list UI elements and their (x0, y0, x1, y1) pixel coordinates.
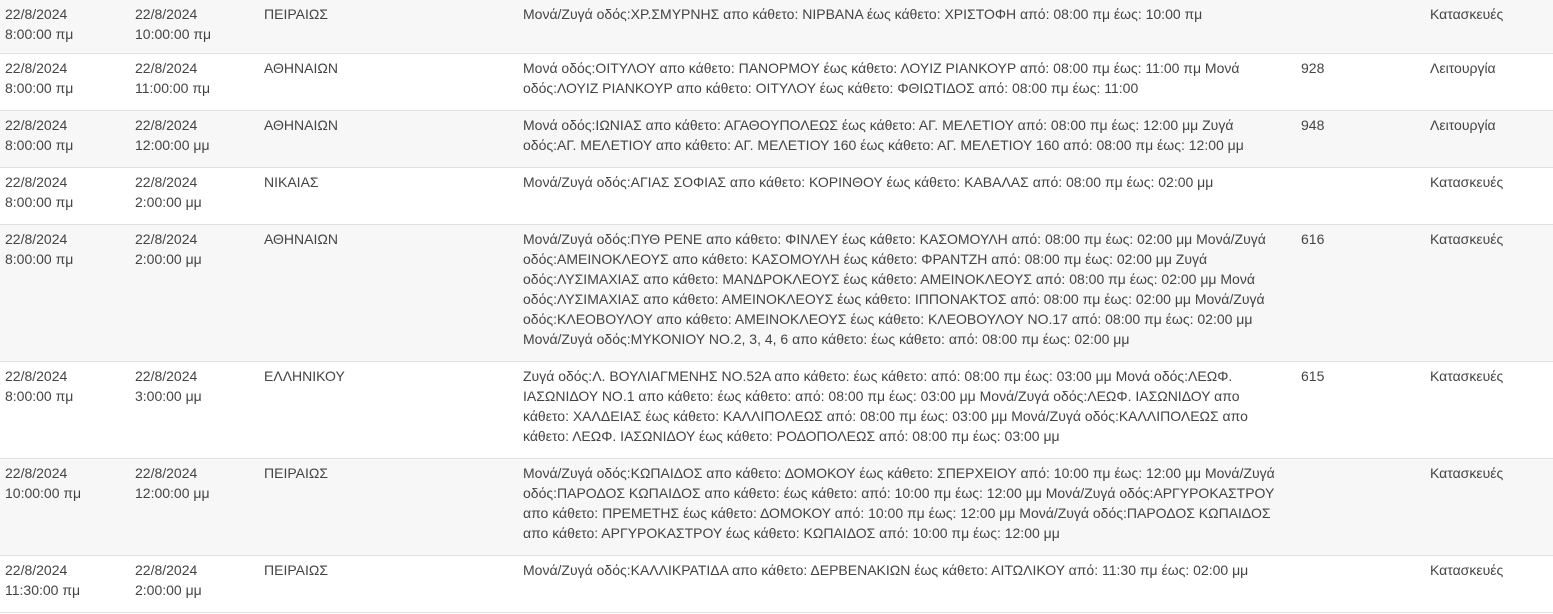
start-datetime-cell (0, 0, 135, 53)
table-row (0, 168, 1553, 225)
start-datetime-cell (0, 225, 135, 361)
category-cell: Κατασκευές (1430, 174, 1504, 190)
municipality-cell: ΝΙΚΑΙΑΣ (264, 174, 319, 190)
municipality-cell: ΑΘΗΝΑΙΩΝ (264, 60, 338, 76)
category-cell: Κατασκευές (1430, 231, 1504, 247)
start-time: 10:00:00 πμ (5, 485, 82, 501)
table-row (0, 0, 1553, 54)
start-time: 8:00:00 πμ (5, 26, 74, 42)
start-time: 8:00:00 πμ (5, 251, 74, 267)
category-cell: Κατασκευές (1430, 6, 1504, 22)
start-time: 8:00:00 πμ (5, 388, 74, 404)
municipality-cell: ΠΕΙΡΑΙΩΣ (264, 6, 328, 22)
municipality-cell: ΠΕΙΡΑΙΩΣ (264, 562, 328, 578)
description-cell: Μονά οδός:ΟΙΤΥΛΟΥ απο κάθετο: ΠΑΝΟΡΜΟΥ έως κάθετο: ΛΟΥΙΖ ΡΙΑΝΚΟΥΡ από: 08:00 πμ έως: 11:00 πμ Μονά οδός:ΛΟΥΙΖ ΡΙΑΝΚΟΥΡ απο κάθετο: ΟΙΤΥΛΟΥ έως κάθετο: ΦΘΙΩΤΙΔΟΣ από: 08:00 πμ έως: 11:00 (523, 60, 1240, 96)
end-date: 22/8/2024 (135, 562, 198, 578)
start-time: 11:30:00 πμ (5, 582, 81, 598)
municipality-cell: ΑΘΗΝΑΙΩΝ (264, 231, 338, 247)
id-cell: 616 (1301, 231, 1325, 247)
table-row (0, 225, 1553, 362)
start-date: 22/8/2024 (5, 231, 68, 247)
end-datetime-cell (135, 459, 264, 555)
start-date: 22/8/2024 (5, 465, 68, 481)
end-time: 2:00:00 μμ (135, 251, 202, 267)
end-datetime-cell (135, 168, 264, 224)
id-cell: 948 (1301, 117, 1325, 133)
start-time: 8:00:00 πμ (5, 137, 74, 153)
end-datetime-cell (135, 0, 264, 53)
category-cell: Κατασκευές (1430, 465, 1504, 481)
id-cell (1301, 0, 1430, 53)
description-cell: Μονά/Ζυγά οδός:ΚΑΛΛΙΚΡΑΤΙΔΑ απο κάθετο: ΔΕΡΒΕΝΑΚΙΩΝ έως κάθετο: ΑΙΤΩΛΙΚΟΥ από: 11:30 πμ έως: 02:00 μμ (523, 562, 1249, 578)
start-datetime-cell (0, 54, 135, 110)
id-cell (1301, 459, 1430, 555)
municipality-cell: ΕΛΛΗΝΙΚΟΥ (264, 368, 345, 384)
description-cell: Ζυγά οδός:Λ. ΒΟΥΛΙΑΓΜΕΝΗΣ ΝΟ.52Α απο κάθετο: έως κάθετο: από: 08:00 πμ έως: 03:00 μμ Μονά οδός:ΛΕΩΦ. ΙΑΣΩΝΙΔΟΥ ΝΟ.1 απο κάθετο: έως κάθετο: από: 08:00 πμ έως: 03:00 μμ Μονά/Ζυγά οδός:ΛΕΩΦ. ΙΑΣΩΝΙΔΟΥ απο κάθετο: ΧΑΛΔΕΙΑΣ έως κάθετο: ΚΑΛΛΙΠΟΛΕΩΣ από: 08:00 πμ έως: 03:00 μμ Μονά/Ζυγά οδός:ΚΑΛΛΙΠΟΛΕΩΣ απο κάθετο: ΛΕΩΦ. ΙΑΣΩΝΙΔΟΥ έως κάθετο: ΡΟΔΟΠΟΛΕΩΣ από: 08:00 πμ έως: 03:00 μμ (523, 368, 1248, 444)
start-time: 8:00:00 πμ (5, 194, 74, 210)
start-time: 8:00:00 πμ (5, 80, 74, 96)
end-time: 3:00:00 μμ (135, 388, 202, 404)
start-datetime-cell (0, 362, 135, 458)
end-date: 22/8/2024 (135, 231, 198, 247)
description-cell: Μονά/Ζυγά οδός:ΚΩΠΑΙΔΟΣ απο κάθετο: ΔΟΜΟΚΟΥ έως κάθετο: ΣΠΕΡΧΕΙΟΥ από: 10:00 πμ έως: 12:00 μμ Μονά/Ζυγά οδός:ΠΑΡΟΔΟΣ ΚΩΠΑΙΔΟΣ απο κάθετο: έως κάθετο: από: 10:00 πμ έως: 12:00 μμ Μονά/Ζυγά οδός:ΑΡΓΥΡΟΚΑΣΤΡΟΥ απο κάθετο: ΠΡΕΜΕΤΗΣ έως κάθετο: ΔΟΜΟΚΟΥ από: 10:00 πμ έως: 12:00 μμ Μονά/Ζυγά οδός:ΠΑΡΟΔΟΣ ΚΩΠΑΙΔΟΣ απο κάθετο: ΑΡΓΥΡΟΚΑΣΤΡΟΥ έως κάθετο: ΚΩΠΑΙΔΟΣ από: 10:00 πμ έως: 12:00 μμ (523, 465, 1275, 541)
start-datetime-cell (0, 556, 135, 612)
start-datetime-cell (0, 459, 135, 555)
table-row (0, 459, 1553, 556)
table-row (0, 54, 1553, 111)
id-cell (1301, 556, 1430, 612)
start-date: 22/8/2024 (5, 368, 68, 384)
id-cell: 928 (1301, 60, 1325, 76)
table-row (0, 362, 1553, 459)
category-cell: Κατασκευές (1430, 562, 1504, 578)
end-time: 12:00:00 μμ (135, 137, 210, 153)
municipality-cell: ΑΘΗΝΑΙΩΝ (264, 117, 338, 133)
end-date: 22/8/2024 (135, 117, 198, 133)
description-cell: Μονά/Ζυγά οδός:ΑΓΙΑΣ ΣΟΦΙΑΣ απο κάθετο: ΚΟΡΙΝΘΟΥ έως κάθετο: ΚΑΒΑΛΑΣ από: 08:00 πμ έως: 02:00 μμ (523, 174, 1214, 190)
end-datetime-cell (135, 362, 264, 458)
municipality-cell: ΠΕΙΡΑΙΩΣ (264, 465, 328, 481)
category-cell: Λειτουργία (1430, 117, 1496, 133)
description-cell: Μονά/Ζυγά οδός:ΧΡ.ΣΜΥΡΝΗΣ απο κάθετο: ΝΙΡΒΑΝΑ έως κάθετο: ΧΡΙΣΤΟΦΗ από: 08:00 πμ έως: 10:00 πμ (523, 6, 1203, 22)
description-cell: Μονά/Ζυγά οδός:ΠΥΘ ΡΕΝΕ απο κάθετο: ΦΙΝΛΕΥ έως κάθετο: ΚΑΣΟΜΟΥΛΗ από: 08:00 πμ έως: 02:00 μμ Μονά/Ζυγά οδός:ΑΜΕΙΝΟΚΛΕΟΥΣ απο κάθετο: ΚΑΣΟΜΟΥΛΗ έως κάθετο: ΦΡΑΝΤΖΗ από: 08:00 πμ έως: 02:00 μμ Ζυγά οδός:ΛΥΣΙΜΑΧΙΑΣ απο κάθετο: ΜΑΝΔΡΟΚΛΕΟΥΣ έως κάθετο: ΑΜΕΙΝΟΚΛΕΟΥΣ από: 08:00 πμ έως: 02:00 μμ Μονά οδός:ΛΥΣΙΜΑΧΙΑΣ απο κάθετο: ΑΜΕΙΝΟΚΛΕΟΥΣ έως κάθετο: ΙΠΠΟΝΑΚΤΟΣ από: 08:00 πμ έως: 02:00 μμ Μονά/Ζυγά οδός:ΚΛΕΟΒΟΥΛΟΥ απο κάθετο: ΑΜΕΙΝΟΚΛΕΟΥΣ έως κάθετο: ΚΛΕΟΒΟΥΛΟΥ ΝΟ.17 από: 08:00 πμ έως: 02:00 μμ Μονά/Ζυγά οδός:ΜΥΚΟΝΙΟΥ ΝΟ.2, 3, 4, 6 απο κάθετο: έως κάθετο: από: 08:00 πμ έως: 02:00 μμ (523, 231, 1266, 347)
end-time: 2:00:00 μμ (135, 194, 202, 210)
end-datetime-cell (135, 54, 264, 110)
end-date: 22/8/2024 (135, 368, 198, 384)
end-date: 22/8/2024 (135, 465, 198, 481)
id-cell (1301, 168, 1430, 224)
end-time: 2:00:00 μμ (135, 582, 202, 598)
end-datetime-cell (135, 556, 264, 612)
description-cell: Μονά οδός:ΙΩΝΙΑΣ απο κάθετο: ΑΓΑΘΟΥΠΟΛΕΩΣ έως κάθετο: ΑΓ. ΜΕΛΕΤΙΟΥ από: 08:00 πμ έως: 12:00 μμ Ζυγά οδός:ΑΓ. ΜΕΛΕΤΙΟΥ απο κάθετο: ΑΓ. ΜΕΛΕΤΙΟΥ 160 έως κάθετο: ΑΓ. ΜΕΛΕΤΙΟΥ 160 από: 08:00 πμ έως: 12:00 μμ (523, 117, 1244, 153)
end-datetime-cell (135, 111, 264, 167)
end-time: 11:00:00 πμ (135, 80, 211, 96)
start-date: 22/8/2024 (5, 117, 68, 133)
start-date: 22/8/2024 (5, 174, 68, 190)
start-date: 22/8/2024 (5, 60, 68, 76)
end-time: 10:00:00 πμ (135, 26, 212, 42)
end-date: 22/8/2024 (135, 6, 198, 22)
category-cell: Λειτουργία (1430, 60, 1496, 76)
table-row (0, 556, 1553, 613)
end-date: 22/8/2024 (135, 60, 198, 76)
start-date: 22/8/2024 (5, 562, 68, 578)
end-datetime-cell (135, 225, 264, 361)
start-date: 22/8/2024 (5, 6, 68, 22)
start-datetime-cell (0, 168, 135, 224)
table-row (0, 111, 1553, 168)
category-cell: Κατασκευές (1430, 368, 1504, 384)
id-cell: 615 (1301, 368, 1325, 384)
end-date: 22/8/2024 (135, 174, 198, 190)
end-time: 12:00:00 μμ (135, 485, 210, 501)
start-datetime-cell (0, 111, 135, 167)
